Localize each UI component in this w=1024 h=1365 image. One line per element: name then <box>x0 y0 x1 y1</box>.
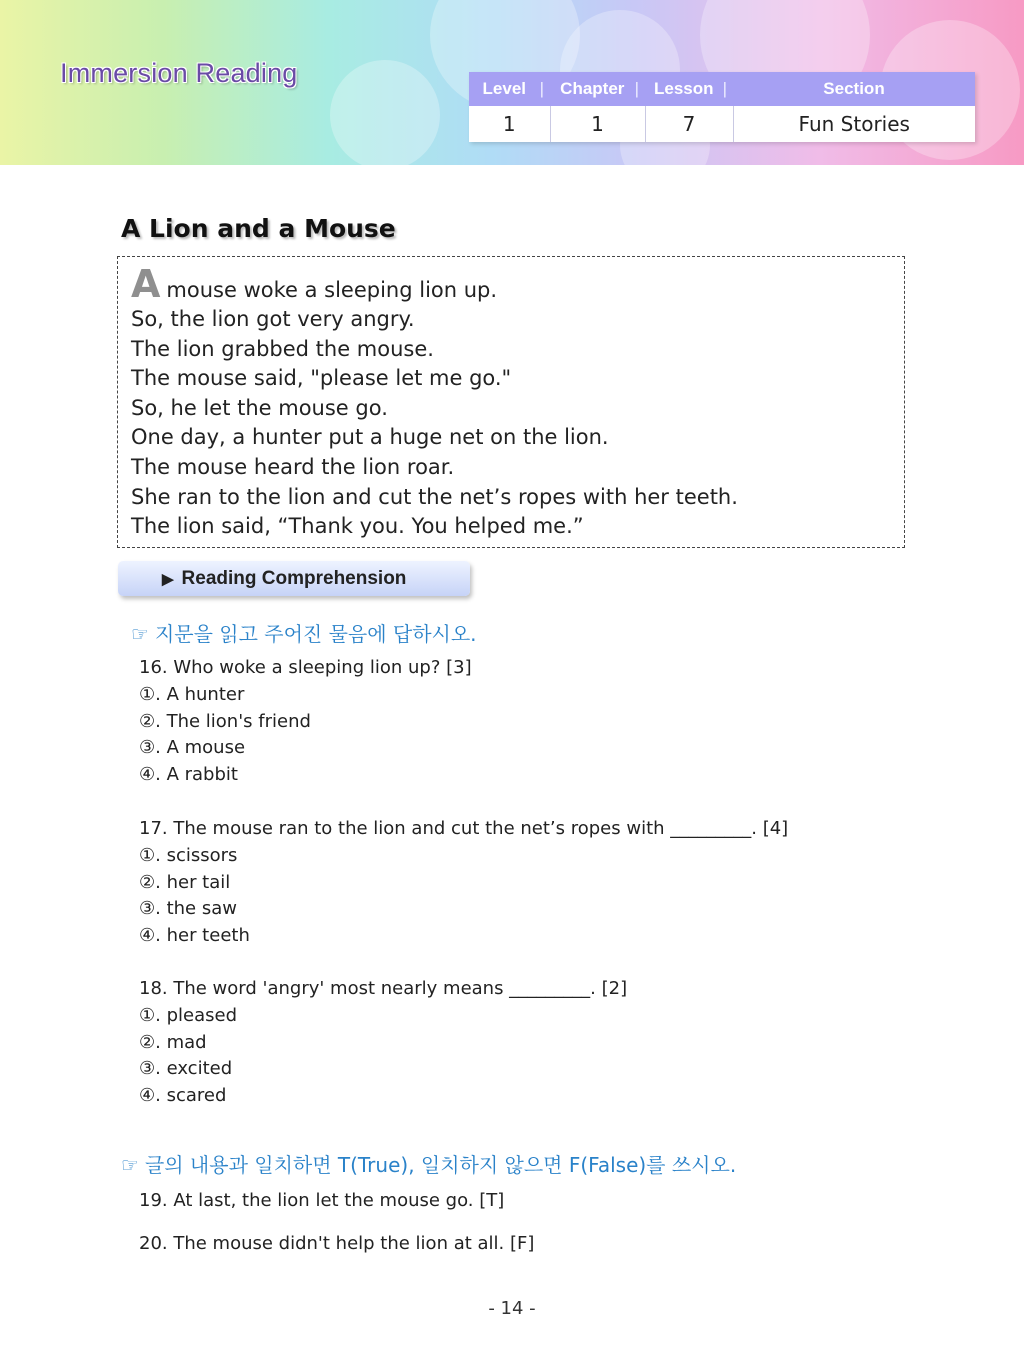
story-line: The mouse said, "please let me go." <box>131 366 512 391</box>
answer-option: ②. mad <box>139 1031 207 1053</box>
tf-instruction <box>121 1149 736 1178</box>
chapter-value: 1 <box>550 106 645 142</box>
answer-option: ①. scissors <box>139 844 238 866</box>
story-line: So, the lion got very angry. <box>131 307 415 331</box>
story-box <box>117 256 905 548</box>
mc-instruction <box>131 618 477 647</box>
level-value: 1 <box>469 106 550 142</box>
story-line: The mouse heard the lion roar. <box>131 454 455 479</box>
play-arrow-icon: ▶ <box>162 570 174 588</box>
answer-option: ②. her tail <box>139 871 231 893</box>
chapter-header: Chapter | <box>550 72 645 106</box>
answer-option: ④. scared <box>139 1085 227 1107</box>
answer-option: ③. A mouse <box>139 737 246 759</box>
decor-bubble <box>330 60 440 165</box>
story-line: One day, a hunter put a huge net on the lion. <box>131 425 609 450</box>
answer-option: ④. A rabbit <box>139 764 238 786</box>
question-16 <box>139 655 472 789</box>
story-line: The lion said, “Thank you. You helped me.” <box>131 514 584 539</box>
page-number: - 14 - <box>488 1298 536 1319</box>
brand-title: Immersion Reading <box>60 58 298 88</box>
answer-option: ④. her teeth <box>139 925 250 947</box>
tf-instruction-text: 글의 내용과 일치하면 T(True), 일치하지 않으면 F(False)를 쓰시오. <box>144 1153 737 1177</box>
story-dropcap: A <box>131 262 161 306</box>
tf-question-19: 19. At last, the lion let the mouse go. [T] <box>139 1190 505 1211</box>
header-banner <box>0 0 1024 165</box>
tf-question-20: 20. The mouse didn't help the lion at all. [F] <box>139 1233 535 1254</box>
lesson-info-table <box>469 72 975 142</box>
story-line: The lion grabbed the mouse. <box>131 336 434 361</box>
answer-option: ①. pleased <box>139 1004 237 1026</box>
lesson-header: Lesson | <box>645 72 733 106</box>
question-text: 16. Who woke a sleeping lion up? [3] <box>139 657 472 678</box>
answer-option: ②. The lion's friend <box>139 710 311 732</box>
story-first-line <box>131 262 892 309</box>
question-18 <box>139 976 627 1110</box>
section-tab-label: Reading Comprehension <box>181 567 407 589</box>
story-line: So, he let the mouse go. <box>131 395 388 420</box>
lesson-value: 7 <box>645 106 733 142</box>
level-header: Level | <box>469 72 550 106</box>
question-17 <box>139 816 788 950</box>
reading-comprehension-tab <box>118 561 470 596</box>
question-text: 18. The word 'angry' most nearly means _________. [2] <box>139 978 628 999</box>
mc-instruction-text: 지문을 읽고 주어진 물음에 답하시오. <box>154 622 477 646</box>
section-header: Section <box>733 72 975 106</box>
pointing-hand-icon: ☞ <box>121 1153 139 1177</box>
answer-option: ③. the saw <box>139 898 237 920</box>
answer-option: ①. A hunter <box>139 683 245 705</box>
section-value: Fun Stories <box>733 106 975 142</box>
story-title: A Lion and a Mouse <box>121 214 396 243</box>
story-line: mouse woke a sleeping lion up. <box>166 278 498 302</box>
answer-option: ③. excited <box>139 1058 233 1080</box>
pointing-hand-icon: ☞ <box>131 622 149 646</box>
question-text: 17. The mouse ran to the lion and cut the net’s ropes with _________. [4] <box>139 818 789 839</box>
story-line: She ran to the lion and cut the net’s ropes with her teeth. <box>131 484 738 509</box>
